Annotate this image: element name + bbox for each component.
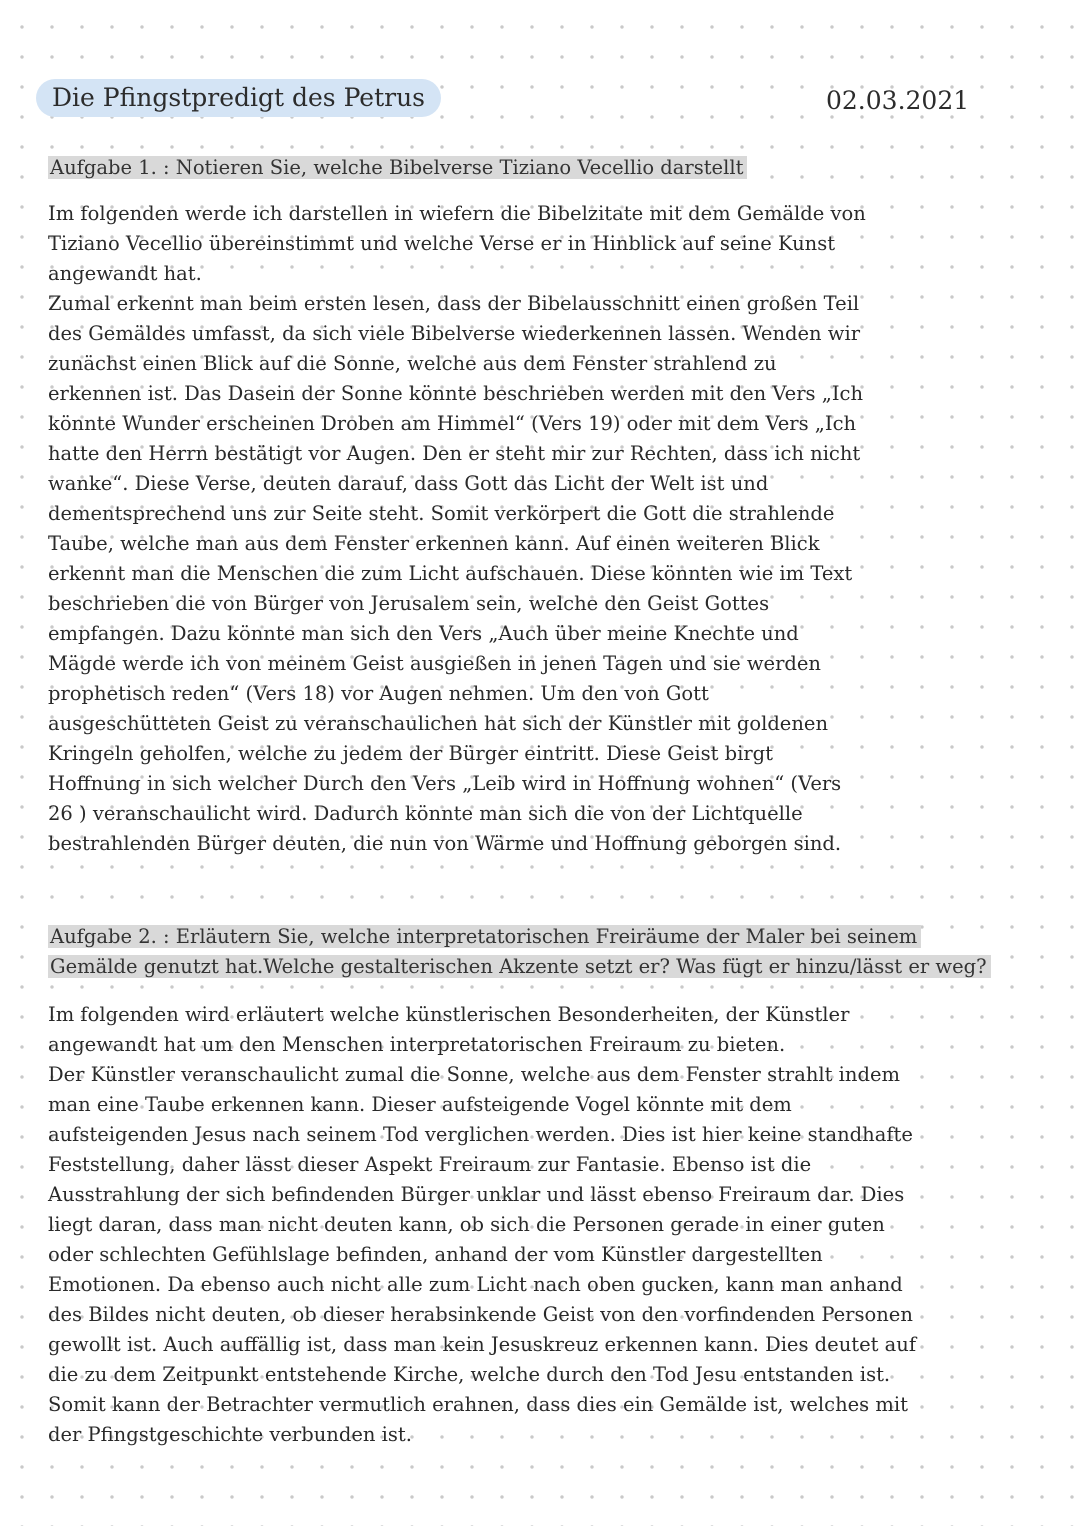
text-line: dementsprechend uns zur Seite steht. Somit verkörpert die Gott die strahlende bbox=[48, 502, 835, 525]
text-line: Feststellung, daher lässt dieser Aspekt Freiraum zur Fantasie. Ebenso ist die bbox=[48, 1153, 812, 1176]
text-line: beschrieben die von Bürger von Jerusalem sein, welche den Geist Gottes bbox=[48, 592, 770, 615]
text-line: Der Künstler veranschaulicht zumal die Sonne, welche aus dem Fenster strahlt indem bbox=[48, 1063, 900, 1086]
text-line: 26 ) veranschaulicht wird. Dadurch könnte man sich die von der Lichtquelle bbox=[48, 802, 803, 825]
text-line: Emotionen. Da ebenso auch nicht alle zum Licht nach oben gucken, kann man anhand bbox=[48, 1273, 903, 1296]
text-line: man eine Taube erkennen kann. Dieser aufsteigende Vogel könnte mit dem bbox=[48, 1093, 792, 1116]
text-line: Ausstrahlung der sich befindenden Bürger unklar und lässt ebenso Freiraum dar. Dies bbox=[48, 1183, 905, 1206]
task-2-heading-line-1: Aufgabe 2. : Erläutern Sie, welche interpretatorischen Freiräume der Maler bei seinem bbox=[48, 925, 921, 948]
text-line: angewandt hat. bbox=[48, 262, 202, 285]
text-line: des Bildes nicht deuten, ob dieser herabsinkende Geist von den vorfindenden Personen bbox=[48, 1303, 913, 1326]
text-line: der Pfingstgeschichte verbunden ist. bbox=[48, 1423, 412, 1446]
text-line: oder schlechten Gefühlslage befinden, anhand der vom Künstler dargestellten bbox=[48, 1243, 823, 1266]
text-line: hatte den Herrn bestätigt vor Augen. Den er steht mir zur Rechten, dass ich nicht bbox=[48, 442, 861, 465]
text-line: gewollt ist. Auch auffällig ist, dass man kein Jesuskreuz erkennen kann. Dies deutet auf bbox=[48, 1333, 917, 1356]
text-line: erkennt man die Menschen die zum Licht aufschauen. Diese könnten wie im Text bbox=[48, 562, 853, 585]
text-line: zunächst einen Blick auf die Sonne, welche aus dem Fenster strahlend zu bbox=[48, 352, 777, 375]
text-line: Mägde werde ich von meinem Geist ausgießen in jenen Tagen und sie werden bbox=[48, 652, 821, 675]
page-title: Die Pfingstpredigt des Petrus bbox=[36, 79, 441, 117]
page-date: 02.03.2021 bbox=[826, 86, 970, 115]
text-line: Kringeln geholfen, welche zu jedem der Bürger eintritt. Diese Geist birgt bbox=[48, 742, 773, 765]
text-line: Tiziano Vecellio übereinstimmt und welche Verse er in Hinblick auf seine Kunst bbox=[48, 232, 836, 255]
text-line: Somit kann der Betrachter vermutlich erahnen, dass dies ein Gemälde ist, welches mit bbox=[48, 1393, 908, 1416]
text-line: Im folgenden wird erläutert welche künstlerischen Besonderheiten, der Künstler bbox=[48, 1003, 850, 1026]
text-line: ausgeschütteten Geist zu veranschaulichen hat sich der Künstler mit goldenen bbox=[48, 712, 828, 735]
text-line: die zu dem Zeitpunkt entstehende Kirche, welche durch den Tod Jesu entstanden ist. bbox=[48, 1363, 891, 1386]
text-line: aufsteigenden Jesus nach seinem Tod verglichen werden. Dies ist hier keine standhafte bbox=[48, 1123, 913, 1146]
task-1-heading-text: Aufgabe 1. : Notieren Sie, welche Bibelverse Tiziano Vecellio darstellt bbox=[48, 156, 747, 179]
task-1-heading bbox=[48, 153, 747, 183]
text-line: empfangen. Dazu könnte man sich den Vers „Auch über meine Knechte und bbox=[48, 622, 799, 645]
text-line: prophetisch reden“ (Vers 18) vor Augen nehmen. Um den von Gott bbox=[48, 682, 709, 705]
text-line: Taube, welche man aus dem Fenster erkennen kann. Auf einen weiteren Blick bbox=[48, 532, 820, 555]
task-2-answer bbox=[48, 1000, 978, 1450]
text-line: Hoffnung in sich welcher Durch den Vers „Leib wird in Hoffnung wohnen“ (Vers bbox=[48, 772, 842, 795]
text-line: könnte Wunder erscheinen Droben am Himmel“ (Vers 19) oder mit dem Vers „Ich bbox=[48, 412, 857, 435]
text-line: bestrahlenden Bürger deuten, die nun von Wärme und Hoffnung geborgen sind. bbox=[48, 832, 842, 855]
text-line: angewandt hat um den Menschen interpretatorischen Freiraum zu bieten. bbox=[48, 1033, 786, 1056]
text-line: des Gemäldes umfasst, da sich viele Bibelverse wiederkennen lassen. Wenden wir bbox=[48, 322, 861, 345]
task-2-heading-line-2: Gemälde genutzt hat.Welche gestalterischen Akzente setzt er? Was fügt er hinzu/lässt er weg? bbox=[48, 955, 991, 978]
task-1-answer bbox=[48, 199, 978, 859]
text-line: liegt daran, dass man nicht deuten kann, ob sich die Personen gerade in einer guten bbox=[48, 1213, 885, 1236]
text-line: wanke“. Diese Verse, deuten darauf, dass Gott das Licht der Welt ist und bbox=[48, 472, 769, 495]
text-line: Im folgenden werde ich darstellen in wiefern die Bibelzitate mit dem Gemälde von bbox=[48, 202, 866, 225]
text-line: Zumal erkennt man beim ersten lesen, dass der Bibelausschnitt einen großen Teil bbox=[48, 292, 860, 315]
task-2-heading bbox=[48, 922, 991, 982]
text-line: erkennen ist. Das Dasein der Sonne könnte beschrieben werden mit den Vers „Ich bbox=[48, 382, 864, 405]
